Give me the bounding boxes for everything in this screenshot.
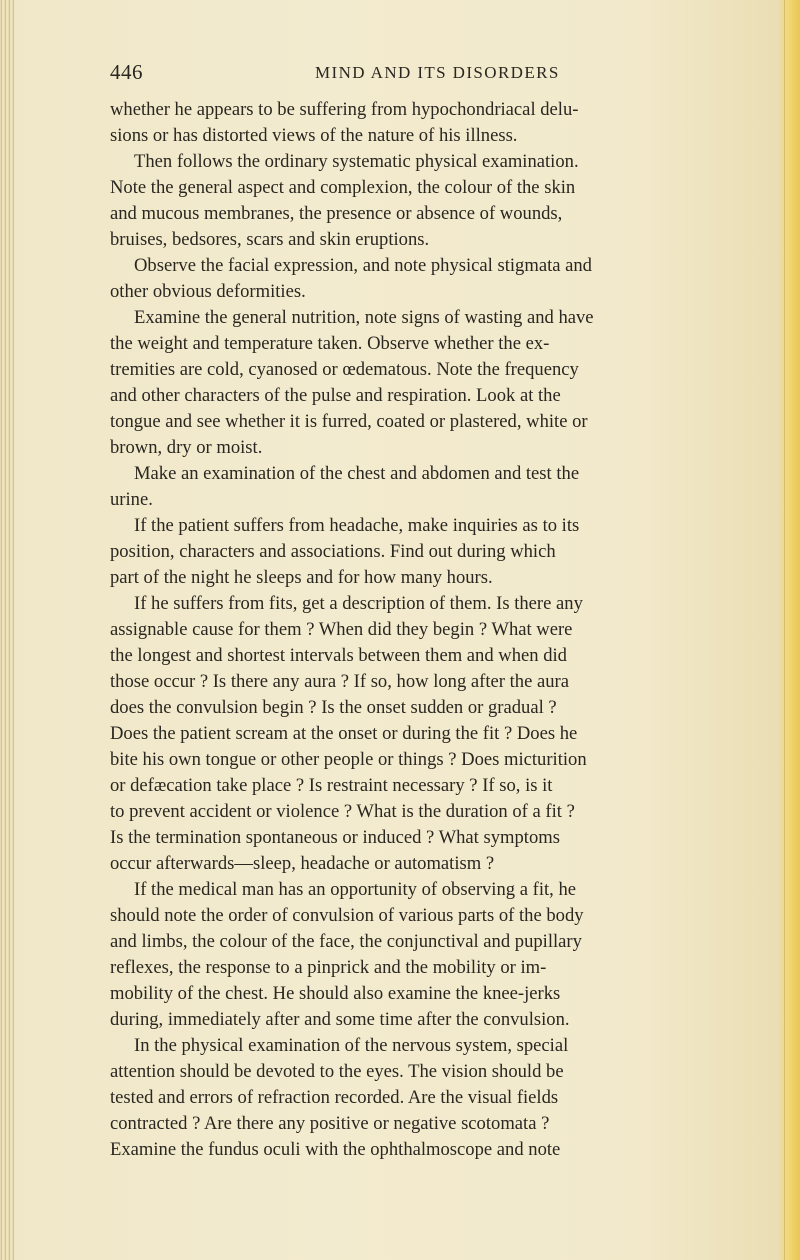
text-line: position, characters and associations. Find out during which bbox=[110, 541, 556, 562]
running-title: MIND AND ITS DISORDERS bbox=[315, 63, 560, 82]
text-line: Is the termination spontaneous or induced ? What symptoms bbox=[110, 827, 560, 848]
text-line: tremities are cold, cyanosed or œdematous. Note the frequency bbox=[110, 359, 579, 380]
text-line: and limbs, the colour of the face, the conjunctival and pupillary bbox=[110, 931, 582, 952]
text-line: occur afterwards—sleep, headache or automatism ? bbox=[110, 853, 495, 874]
text-line: other obvious deformities. bbox=[110, 281, 306, 302]
text-line: tongue and see whether it is furred, coated or plastered, white or bbox=[110, 411, 588, 432]
page-header bbox=[110, 60, 750, 90]
text-line: contracted ? Are there any positive or negative scotomata ? bbox=[110, 1113, 550, 1134]
text-line: Make an examination of the chest and abdomen and test the bbox=[134, 463, 580, 484]
text-line: bruises, bedsores, scars and skin eruptions. bbox=[110, 229, 430, 250]
text-line: If the medical man has an opportunity of observing a fit, he bbox=[134, 879, 576, 900]
text-line: Does the patient scream at the onset or during the fit ? Does he bbox=[110, 723, 578, 744]
page-right-edge bbox=[778, 0, 800, 1260]
text-line: those occur ? Is there any aura ? If so, how long after the aura bbox=[110, 671, 569, 692]
text-line: Examine the fundus oculi with the ophthalmoscope and note bbox=[110, 1139, 561, 1160]
text-line: reflexes, the response to a pinprick and the mobility or im- bbox=[110, 957, 547, 978]
text-line: attention should be devoted to the eyes. The vision should be bbox=[110, 1061, 564, 1082]
text-line: and other characters of the pulse and respiration. Look at the bbox=[110, 385, 561, 406]
text-line: If he suffers from fits, get a description of them. Is there any bbox=[134, 593, 583, 614]
page-left-edge bbox=[0, 0, 14, 1260]
text-line: urine. bbox=[110, 489, 153, 510]
text-line: Examine the general nutrition, note signs of wasting and have bbox=[134, 307, 594, 328]
text-line: or defæcation take place ? Is restraint necessary ? If so, is it bbox=[110, 775, 553, 796]
text-line: If the patient suffers from headache, make inquiries as to its bbox=[134, 515, 580, 536]
text-line: does the convulsion begin ? Is the onset sudden or gradual ? bbox=[110, 697, 557, 718]
text-line: and mucous membranes, the presence or absence of wounds, bbox=[110, 203, 563, 224]
text-line: tested and errors of refraction recorded. Are the visual fields bbox=[110, 1087, 559, 1108]
text-line: mobility of the chest. He should also examine the knee-jerks bbox=[110, 983, 561, 1004]
text-line: sions or has distorted views of the nature of his illness. bbox=[110, 125, 518, 146]
page-number: 446 bbox=[110, 60, 143, 84]
text-line: during, immediately after and some time after the convulsion. bbox=[110, 1009, 570, 1030]
text-line: to prevent accident or violence ? What is the duration of a fit ? bbox=[110, 801, 575, 822]
body-text bbox=[110, 97, 770, 1163]
text-line: the weight and temperature taken. Observe whether the ex- bbox=[110, 333, 550, 354]
text-line: assignable cause for them ? When did they begin ? What were bbox=[110, 619, 573, 640]
text-line: whether he appears to be suffering from hypochondriacal delu- bbox=[110, 99, 579, 120]
text-line: the longest and shortest intervals between them and when did bbox=[110, 645, 567, 666]
text-line: Then follows the ordinary systematic physical examination. bbox=[134, 151, 579, 172]
text-line: brown, dry or moist. bbox=[110, 437, 263, 458]
text-line: Observe the facial expression, and note physical stigmata and bbox=[134, 255, 592, 276]
text-line: bite his own tongue or other people or things ? Does micturition bbox=[110, 749, 587, 770]
text-line: should note the order of convulsion of various parts of the body bbox=[110, 905, 584, 926]
text-line: Note the general aspect and complexion, the colour of the skin bbox=[110, 177, 576, 198]
text-line: part of the night he sleeps and for how many hours. bbox=[110, 567, 493, 588]
text-line: In the physical examination of the nervous system, special bbox=[134, 1035, 569, 1056]
